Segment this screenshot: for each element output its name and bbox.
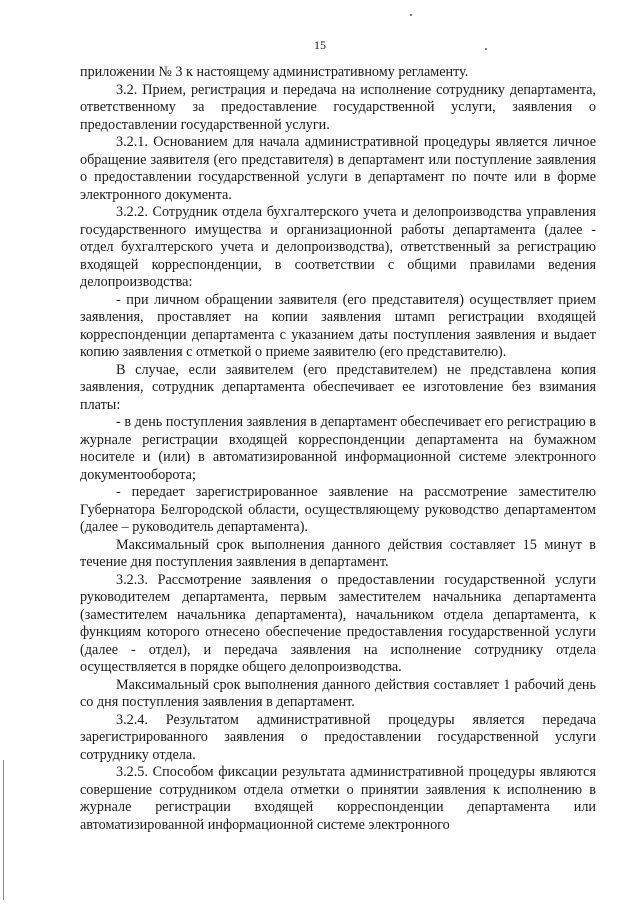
scan-artifact-dot: [410, 14, 412, 16]
scan-artifact-line: [3, 760, 4, 900]
paragraph: 3.2.1. Основанием для начала административной процедуры является личное обращение заявителя (его представителя) в департамент или поступление заявления о предоставлении государственной услуги в департамент по почте или в форме электронного документа.: [80, 134, 596, 203]
paragraph: 3.2.4. Результатом административной процедуры является передача зарегистрированного заявления о предоставлении государственной услуги сотруднику отдела.: [80, 711, 596, 763]
scan-artifact-dot: [485, 48, 487, 50]
paragraph: - передает зарегистрированное заявление на рассмотрение заместителю Губернатора Белгородской области, осуществляющему руководство департаментом (далее – руководитель департамента).: [80, 484, 596, 535]
paragraph: приложении № 3 к настоящему административному регламенту.: [80, 64, 469, 80]
paragraph: В случае, если заявителем (его представителем) не представлена копия заявления, сотрудник департамента обеспечивает ее изготовление без взимания платы:: [80, 361, 596, 413]
document-body: [80, 64, 596, 834]
paragraph: - при личном обращении заявителя (его представителя) осуществляет прием заявления, проставляет на копии заявления штамп регистрации входящей корреспонденции департамента с указанием даты поступления заявления и выдает копию заявления с отметкой о приеме заявителю (его представителю).: [80, 291, 596, 360]
paragraph: 3.2. Прием, регистрация и передача на исполнение сотруднику департамента, ответственному за предоставление государственной услуги, заявления о предоставлении государственной услуги.: [80, 81, 596, 133]
paragraph: 3.2.5. Способом фиксации результата административной процедуры являются совершение сотрудником отдела отметки о принятии заявления к исполнению в журнале регистрации входящей корреспонденции департамента или автоматизированной информационной системе электронного: [80, 764, 596, 833]
paragraph: 3.2.2. Сотрудник отдела бухгалтерского учета и делопроизводства управления государственного имущества и организационной работы департамента (далее - отдел бухгалтерского учета и делопроизводства), ответственный за регистрацию входящей корреспонденции, в соответствии с общими правилами ведения делопроизводства:: [80, 204, 596, 290]
paragraph: - в день поступления заявления в департамент обеспечивает его регистрацию в журнале регистрации входящей корреспонденции департамента на бумажном носителе и (или) в автоматизированной информационной системе электронного документооборота;: [80, 414, 596, 483]
paragraph: 3.2.3. Рассмотрение заявления о предоставлении государственной услуги руководителем департамента, первым заместителем начальника департамента (заместителем начальника департамента), начальником отдела департамента, к функциям которого отнесено обеспечение предоставления государственной услуги (далее - отдел), и передача заявления на исполнение сотруднику отдела осуществляется в порядке общего делопроизводства.: [80, 571, 596, 675]
paragraph: Максимальный срок выполнения данного действия составляет 1 рабочий день со дня поступления заявления в департамент.: [80, 676, 596, 710]
page-number: 15: [314, 38, 326, 52]
paragraph: Максимальный срок выполнения данного действия составляет 15 минут в течение дня поступления заявления в департамент.: [80, 536, 596, 570]
